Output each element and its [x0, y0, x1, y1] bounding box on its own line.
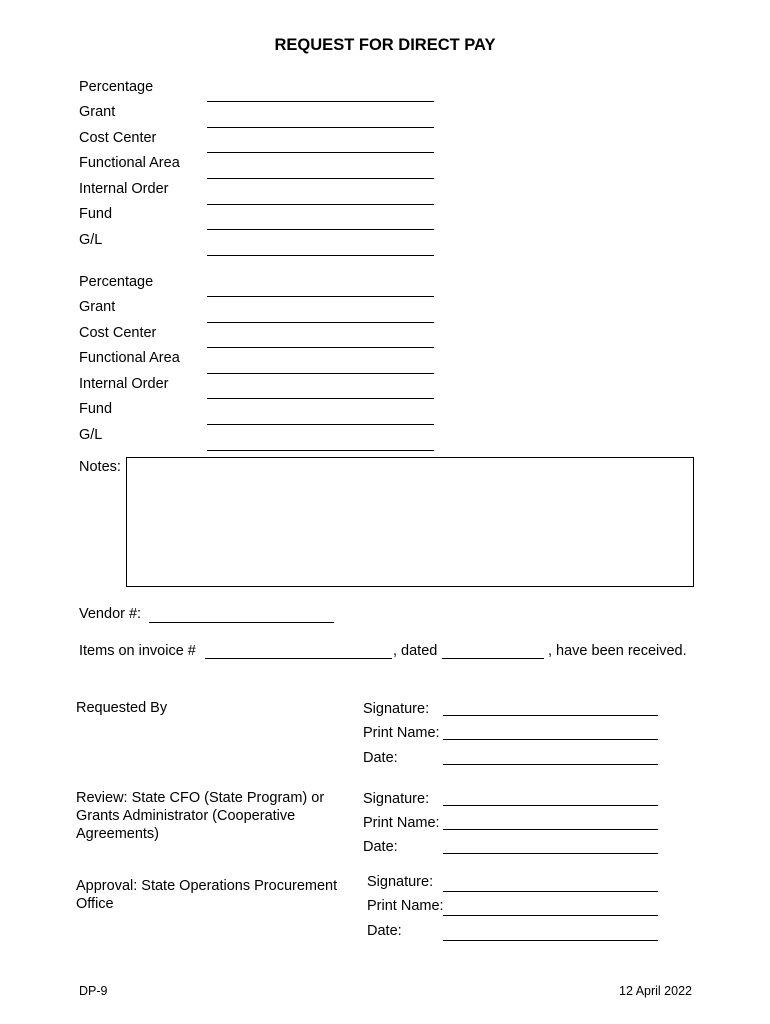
cost-center-label: Cost Center — [79, 325, 157, 341]
date-field[interactable] — [443, 764, 658, 765]
notes-label: Notes: — [79, 459, 121, 475]
date-field[interactable] — [443, 940, 658, 941]
gl-label: G/L — [79, 232, 103, 248]
internal-order-field-1[interactable] — [207, 204, 434, 205]
approval-role: Approval: State Operations Procurement Office — [76, 878, 338, 912]
date-label: Date: — [363, 750, 398, 766]
fund-label: Fund — [79, 206, 113, 222]
vendor-field[interactable] — [149, 622, 334, 623]
print-name-field[interactable] — [443, 829, 658, 830]
print-name-field[interactable] — [443, 739, 658, 740]
signature-field[interactable] — [443, 891, 658, 892]
cost-center-label: Cost Center — [79, 130, 157, 146]
print-name-label: Print Name: — [363, 725, 440, 741]
gl-field-1[interactable] — [207, 255, 434, 256]
percentage-label: Percentage — [79, 274, 154, 290]
print-name-field[interactable] — [443, 915, 658, 916]
page-title: REQUEST FOR DIRECT PAY — [274, 36, 496, 54]
percentage-field-2[interactable] — [207, 296, 434, 297]
fund-field-1[interactable] — [207, 229, 434, 230]
internal-order-label: Internal Order — [79, 376, 169, 392]
notes-box[interactable] — [126, 457, 694, 587]
invoice-dated-label: , dated — [393, 643, 438, 659]
grant-field-2[interactable] — [207, 322, 434, 323]
signature-label: Signature: — [363, 701, 430, 717]
invoice-date-field[interactable] — [442, 658, 544, 659]
cost-center-field-1[interactable] — [207, 152, 434, 153]
revision-date: 12 April 2022 — [619, 984, 692, 998]
approval-role: Review: State CFO (State Program) or Grants Administrator (Cooperative Agreements) — [76, 790, 325, 842]
internal-order-label: Internal Order — [79, 181, 169, 197]
percentage-field-1[interactable] — [207, 101, 434, 102]
cost-center-field-2[interactable] — [207, 347, 434, 348]
vendor-label: Vendor #: — [79, 606, 142, 622]
date-field[interactable] — [443, 853, 658, 854]
signature-field[interactable] — [443, 805, 658, 806]
form-id: DP-9 — [79, 984, 108, 998]
signature-field[interactable] — [443, 715, 658, 716]
functional-area-field-1[interactable] — [207, 178, 434, 179]
gl-label: G/L — [79, 427, 103, 443]
functional-area-label: Functional Area — [79, 350, 180, 366]
date-label: Date: — [363, 839, 398, 855]
internal-order-field-2[interactable] — [207, 398, 434, 399]
approval-role: Requested By — [76, 700, 168, 716]
invoice-prefix: Items on invoice # — [79, 643, 196, 659]
percentage-label: Percentage — [79, 79, 154, 95]
grant-label: Grant — [79, 299, 116, 315]
grant-label: Grant — [79, 104, 116, 120]
signature-label: Signature: — [363, 791, 430, 807]
grant-field-1[interactable] — [207, 127, 434, 128]
fund-field-2[interactable] — [207, 424, 434, 425]
print-name-label: Print Name: — [363, 815, 440, 831]
invoice-suffix: , have been received. — [548, 643, 687, 659]
fund-label: Fund — [79, 401, 113, 417]
signature-label: Signature: — [367, 874, 434, 890]
print-name-label: Print Name: — [367, 898, 444, 914]
invoice-number-field[interactable] — [205, 658, 392, 659]
functional-area-field-2[interactable] — [207, 373, 434, 374]
date-label: Date: — [367, 923, 402, 939]
functional-area-label: Functional Area — [79, 155, 180, 171]
gl-field-2[interactable] — [207, 450, 434, 451]
